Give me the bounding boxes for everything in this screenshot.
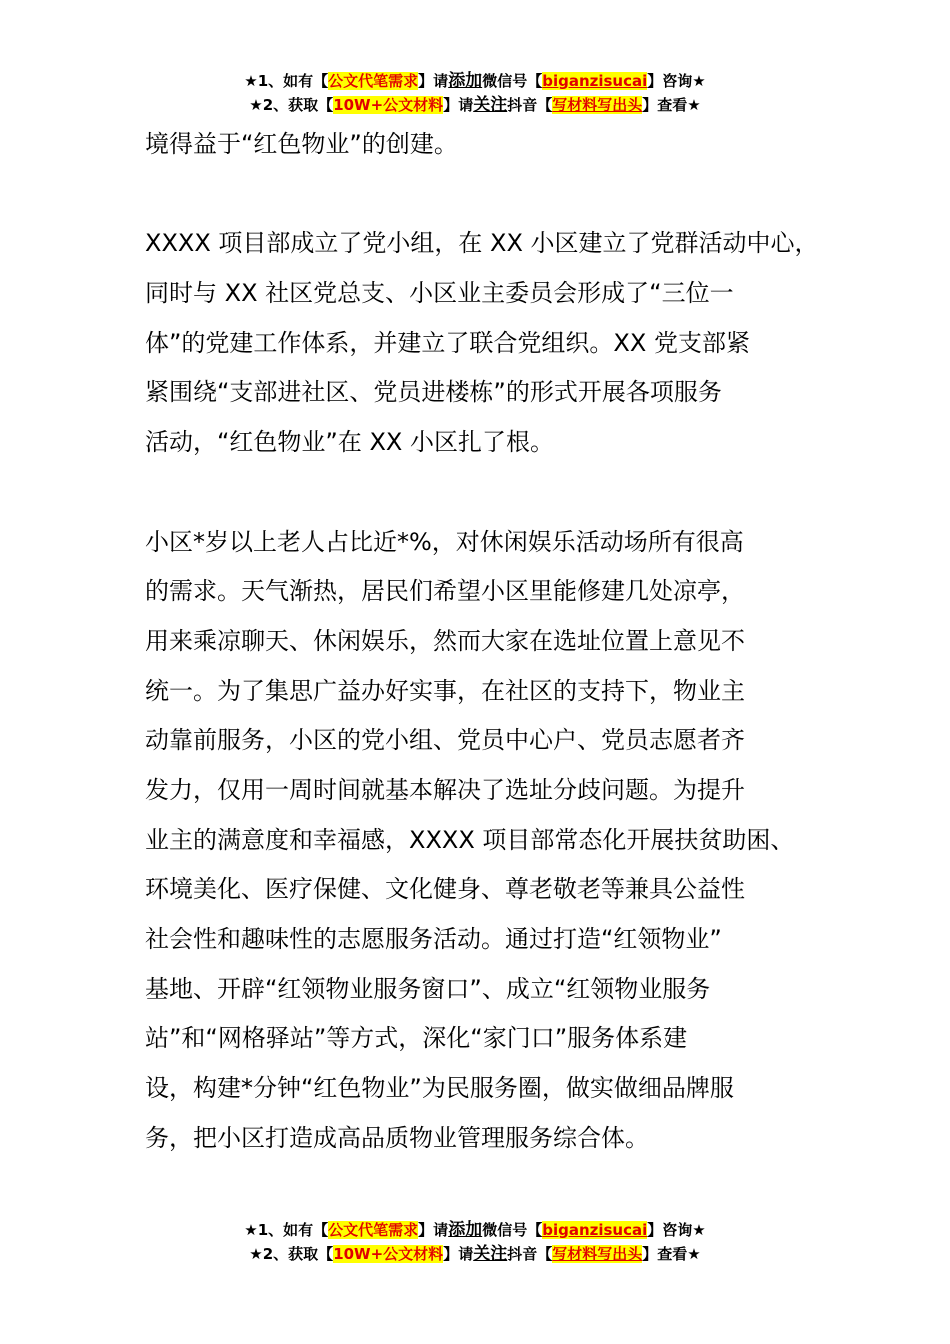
- wechat-id: biganzisucai: [542, 72, 648, 90]
- text: 】咨询★: [647, 72, 706, 90]
- highlight: 10W+公文材料: [333, 96, 444, 114]
- underlined-text: 添加: [448, 71, 483, 91]
- douyin-id: 写材料写出头: [552, 96, 643, 114]
- text-line: 同时与 XX 社区党总支、小区业主委员会形成了“三位一: [145, 279, 734, 308]
- text: 微信号【: [482, 1221, 543, 1239]
- text: 】咨询★: [647, 1221, 706, 1239]
- underlined-text: 添加: [448, 1220, 483, 1240]
- text-line: 小区*岁以上老人占比近*%，对休闲娱乐活动场所有很高: [145, 527, 744, 556]
- text: ★2、获取【: [249, 1245, 334, 1263]
- text-line: 环境美化、医疗保健、文化健身、尊老敬老等兼具公益性: [145, 875, 745, 904]
- highlight: 公文代笔需求: [328, 72, 419, 90]
- underlined-text: 关注: [473, 1244, 508, 1264]
- text: 抖音【: [507, 96, 553, 114]
- underlined-text: 关注: [473, 95, 508, 115]
- header-banner: [0, 69, 950, 117]
- text: ★1、如有【: [244, 1221, 329, 1239]
- text-line: 动靠前服务，小区的党小组、党员中心户、党员志愿者齐: [145, 726, 745, 755]
- text-line: 境得益于“红色物业”的创建。: [145, 130, 458, 158]
- text: ★2、获取【: [249, 96, 334, 114]
- text: 】请: [418, 72, 449, 90]
- text-line: 活动，“红色物业”在 XX 小区扎了根。: [145, 428, 555, 457]
- text-line: 社会性和趣味性的志愿服务活动。通过打造“红领物业”: [145, 925, 722, 953]
- footer-banner: [0, 1218, 950, 1266]
- banner-line-2: [0, 93, 950, 117]
- text: 】请: [443, 96, 474, 114]
- text-line: 统一。为了集思广益办好实事，在社区的支持下，物业主: [145, 676, 745, 705]
- text: 抖音【: [507, 1245, 553, 1263]
- banner-line-1: [0, 69, 950, 93]
- wechat-id: biganzisucai: [542, 1221, 648, 1239]
- text-line: 紧围绕“支部进社区、党员进楼栋”的形式开展各项服务: [145, 378, 722, 407]
- text-line: 设，构建*分钟“红色物业”为民服务圈，做实做细品牌服: [145, 1074, 734, 1103]
- text-line: 体”的党建工作体系，并建立了联合党组织。XX 党支部紧: [145, 328, 750, 357]
- text-line: XXXX 项目部成立了党小组，在 XX 小区建立了党群活动中心，: [145, 229, 819, 258]
- paragraph-gap: [145, 170, 845, 220]
- text-line: 的需求。天气渐热，居民们希望小区里能修建几处凉亭，: [145, 577, 745, 606]
- text-line: 用来乘凉聊天、休闲娱乐，然而大家在选址位置上意见不: [145, 626, 745, 655]
- douyin-id: 写材料写出头: [552, 1245, 643, 1263]
- text-line: 务，把小区打造成高品质物业管理服务综合体。: [145, 1123, 649, 1152]
- paragraph: [145, 120, 845, 170]
- paragraph: [145, 219, 845, 467]
- paragraph: [145, 518, 845, 1164]
- highlight: 10W+公文材料: [333, 1245, 444, 1263]
- paragraph-gap: [145, 468, 845, 518]
- text-line: 站”和“网格驿站”等方式，深化“家门口”服务体系建: [145, 1024, 688, 1053]
- highlight: 公文代笔需求: [328, 1221, 419, 1239]
- text-line: 基地、开辟“红领物业服务窗口”、成立“红领物业服务: [145, 974, 711, 1003]
- document-body: [145, 120, 845, 1163]
- text: 】查看★: [642, 96, 701, 114]
- text-line: 业主的满意度和幸福感，XXXX 项目部常态化开展扶贫助困、: [145, 825, 795, 854]
- text: 微信号【: [482, 72, 543, 90]
- text: 】查看★: [642, 1245, 701, 1263]
- text-line: 发力，仅用一周时间就基本解决了选址分歧问题。为提升: [145, 775, 745, 804]
- banner-line-1: [0, 1218, 950, 1242]
- text: 】请: [443, 1245, 474, 1263]
- text: ★1、如有【: [244, 72, 329, 90]
- banner-line-2: [0, 1242, 950, 1266]
- text: 】请: [418, 1221, 449, 1239]
